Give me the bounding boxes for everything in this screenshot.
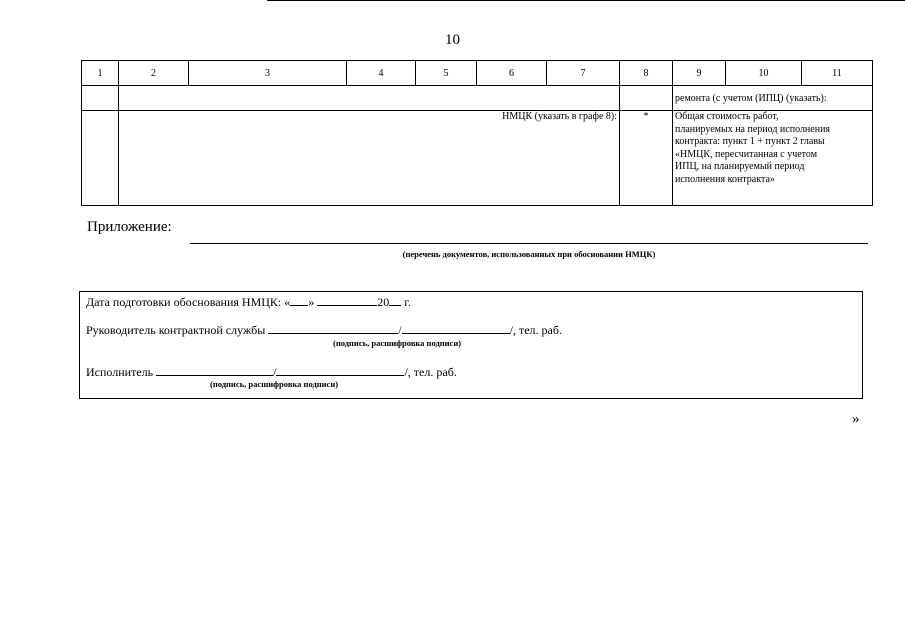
table-cell [82,111,119,206]
head-caption: (подпись, расшифровка подписи) [333,338,462,348]
table-header-row [82,61,873,86]
date-day-field[interactable] [290,294,308,306]
description-line: контракта: пункт 1 + пункт 2 главы [675,136,825,147]
head-signature-field[interactable] [268,322,398,334]
column-number: 6 [477,61,547,86]
closing-quote: » [852,411,860,427]
column-number: 7 [547,61,620,86]
executor-caption: (подпись, расшифровка подписи) [210,379,339,389]
description-line: планируемых на период исполнения [675,123,831,135]
column-number: 3 [189,61,347,86]
preparation-date-line [86,294,411,310]
column-number: 1 [82,61,119,86]
executor-signature-line [86,364,457,380]
slash: / [398,323,402,337]
executor-suffix: /, тел. раб. [404,365,457,379]
head-signature-line [86,322,562,338]
column-number: 4 [347,61,416,86]
description-line: исполнения контракта» [675,173,775,185]
description-line: ИПЦ, на планируемый период [675,161,805,172]
table-row-repair [82,86,873,111]
slash: / [273,365,277,379]
page-number: 10 [445,32,460,48]
appendix-fill-line[interactable] [190,243,868,244]
column-number: 2 [119,61,189,86]
nmck-marker-cell: * [620,111,673,206]
appendix-caption: (перечень документов, использованных при обосновании НМЦК) [402,249,656,259]
head-suffix: /, тел. раб. [509,323,562,337]
calculation-table [81,60,873,206]
date-prefix: Дата подготовки обоснования НМЦК: « [86,295,291,309]
repair-cost-cell: ремонта (с учетом (ИПЦ) (указать): [673,86,873,111]
column-number: 11 [802,61,873,86]
description-line: «НМЦК, пересчитанная с учетом [675,148,818,160]
nmck-label-cell: НМЦК (указать в графе 8): [119,111,620,206]
signature-box [79,291,863,399]
date-suffix: г. [404,295,411,309]
date-mid: » [308,295,315,309]
column-number: 10 [726,61,802,86]
table-cell [620,86,673,111]
executor-signature-field[interactable] [156,364,273,376]
head-name-field[interactable] [402,322,510,334]
table-cell [82,86,119,111]
date-year: 20 [377,295,390,309]
date-month-field[interactable] [317,294,377,306]
nmck-description-cell [673,111,873,206]
column-number: 5 [416,61,477,86]
appendix-label: Приложение: [87,219,172,235]
head-label: Руководитель контрактной службы [86,323,266,337]
column-number: 9 [673,61,726,86]
date-year-field[interactable] [389,294,401,306]
column-number: 8 [620,61,673,86]
description-line: Общая стоимость работ, [675,111,779,122]
table-cell [119,86,620,111]
executor-label: Исполнитель [86,365,154,379]
executor-name-field[interactable] [276,364,404,376]
top-rule [267,0,905,1]
table-row-nmck [82,111,873,206]
